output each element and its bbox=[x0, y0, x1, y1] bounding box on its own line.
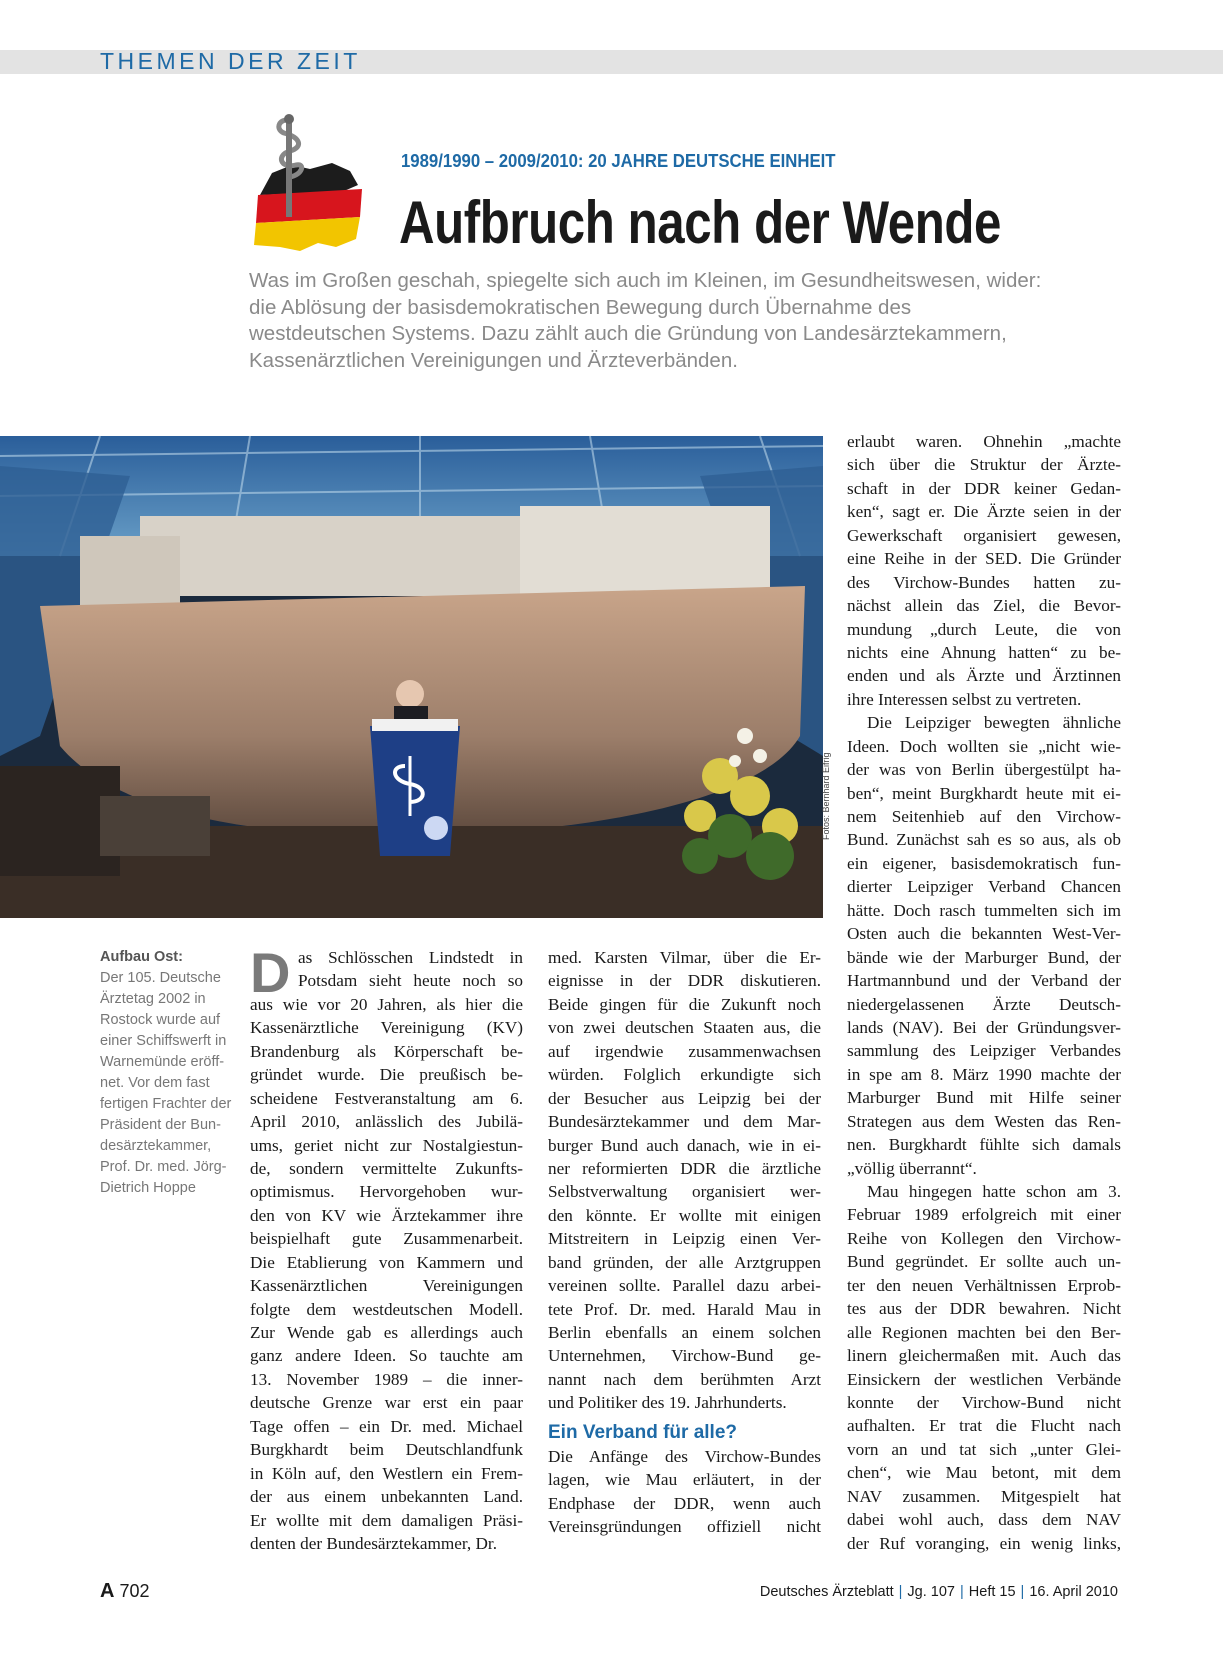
journal-issue: Heft 15 bbox=[968, 1584, 1016, 1600]
lead-line: Was im Großen geschah, spiegelte sich auch im Kleinen, im Gesundheitswesen, wider: bbox=[249, 269, 1042, 292]
text-line: ken“, sagt er. Die Ärzte seien in der bbox=[847, 502, 1121, 522]
headline: Aufbruch nach der Wende bbox=[399, 189, 1001, 256]
text-line: April 2010, anlässlich des Jubilä- bbox=[250, 1112, 523, 1132]
text-line: Tage offen – ein Dr. med. Michael bbox=[250, 1416, 523, 1436]
text-line: Unternehmen, Virchow-Bund ge- bbox=[548, 1346, 821, 1366]
text-line: der was von Berlin übergestülpt ha- bbox=[847, 760, 1121, 780]
text-line: scheidene Festveranstaltung am 6. bbox=[250, 1088, 523, 1108]
text-line: eine Reihe in der SED. Die Gründer bbox=[847, 549, 1121, 569]
text-line: lands (NAV). Bei der Gründungsver- bbox=[847, 1017, 1121, 1037]
dropcap: D bbox=[250, 941, 291, 1004]
text-line: in Köln auf, den Westlern ein Frem- bbox=[250, 1463, 523, 1483]
text-line: optimismus. Hervorgehoben wur- bbox=[250, 1182, 523, 1202]
caption-line: Präsident der Bun- bbox=[100, 1117, 221, 1133]
subheading: Ein Verband für alle? bbox=[548, 1421, 737, 1443]
caption-line: einer Schiffswerft in bbox=[100, 1033, 227, 1049]
caption-line: Prof. Dr. med. Jörg- bbox=[100, 1159, 227, 1175]
text-line: vereinen sollte. Parallel dazu arbei- bbox=[548, 1276, 821, 1296]
text-line: dierter Leipziger Verband Chancen bbox=[847, 877, 1121, 897]
text-line: sich über die Struktur der Ärzte- bbox=[847, 455, 1121, 475]
text-line: Gewerkschaft organisiert gewesen, bbox=[847, 525, 1121, 545]
lead-line: westdeutschen Systems. Dazu zählt auch die Gründung von Landesärztekammern, bbox=[249, 322, 1007, 345]
article-column-1 bbox=[250, 941, 523, 1555]
text-line: schaft in der DDR keiner Gedan- bbox=[847, 478, 1121, 498]
text-line: nächst allein das Ziel, die Bevor- bbox=[847, 596, 1121, 616]
text-line: burger Bund auch danach, wie in ei- bbox=[548, 1135, 821, 1155]
text-line: ben“, meint Burgkhardt heute mit ei- bbox=[847, 783, 1121, 803]
text-line: Selbstverwaltung organisiert wer- bbox=[548, 1182, 821, 1202]
text-line: alle Regionen machten bei den Ber- bbox=[847, 1322, 1121, 1342]
text-line: sammlung des Leipziger Verbandes bbox=[847, 1041, 1121, 1061]
text-line: der aus einem unbekannten Land. bbox=[250, 1487, 523, 1507]
text-line: folgte dem westdeutschen Modell. bbox=[250, 1299, 523, 1319]
text-line: nen. Burgkhardt fühlte sich damals bbox=[847, 1135, 1121, 1155]
lead-line: Kassenärztlichen Vereinigungen und Ärzteverbänden. bbox=[249, 348, 738, 372]
caption-line: Dietrich Hoppe bbox=[100, 1180, 196, 1196]
text-line: Kassenärztliche Vereinigung (KV) bbox=[250, 1018, 523, 1038]
text-line: erlaubt waren. Ohnehin „machte bbox=[847, 432, 1121, 451]
text-line: Die Leipziger bewegten ähnliche bbox=[867, 713, 1121, 733]
text-line: konnte der Virchow-Bund nicht bbox=[847, 1392, 1121, 1412]
text-line: chen“, wie Mau betont, mit dem bbox=[847, 1463, 1121, 1483]
text-line: ter den neuen Verhältnissen Erprob- bbox=[847, 1275, 1121, 1295]
text-line: bände wie der Marburger Bund, der bbox=[847, 947, 1121, 967]
text-line: Ideen. Doch wollten sie „nicht wie- bbox=[847, 736, 1121, 756]
article-column-3 bbox=[847, 430, 1121, 1555]
text-line: den von KV wie Ärztekammer ihre bbox=[250, 1205, 523, 1225]
journal-footer bbox=[760, 1584, 1118, 1600]
text-line: Februar 1989 erfolgreich mit einer bbox=[847, 1205, 1121, 1225]
text-line: tes aus der DDR bewahren. Nicht bbox=[847, 1299, 1121, 1319]
column-2-text-continued bbox=[548, 1445, 821, 1539]
text-line: ganz andere Ideen. So tauchte am bbox=[250, 1346, 523, 1366]
caption-line: Der 105. Deutsche bbox=[100, 970, 221, 986]
text-line: auf irgendwie zusammenwachsen bbox=[548, 1041, 821, 1061]
text-line: Er wollte mit dem damaligen Präsi- bbox=[250, 1510, 523, 1530]
page-prefix: A bbox=[100, 1580, 115, 1602]
journal-name: Deutsches Ärzteblatt bbox=[759, 1584, 894, 1600]
text-line: mundung „durch Leute, die von bbox=[847, 619, 1121, 639]
text-line: Bundesärztekammer und dem Mar- bbox=[548, 1112, 821, 1132]
separator: | bbox=[960, 1584, 964, 1600]
caption-line: fertigen Frachter der bbox=[100, 1096, 232, 1112]
text-line: ums, geriet nicht zur Nostalgiestun- bbox=[250, 1135, 523, 1155]
text-line: Mau hingegen hatte schon am 3. bbox=[867, 1182, 1121, 1201]
text-line: des Virchow-Bundes hatten zu- bbox=[847, 572, 1121, 592]
text-line: Hartmannbund und der Verband der bbox=[847, 971, 1121, 991]
text-line: tete Prof. Dr. med. Harald Mau in bbox=[548, 1299, 821, 1319]
page-number-value: 702 bbox=[119, 1581, 150, 1601]
text-line: ner reformierten DDR die ärztliche bbox=[548, 1158, 821, 1178]
text-line: der Ruf voranging, ein wenig links, bbox=[847, 1533, 1121, 1553]
text-line: Die Anfänge des Virchow-Bundes bbox=[548, 1446, 821, 1466]
section-label: THEMEN DER ZEIT bbox=[100, 48, 361, 74]
caption-line: desärztekammer, bbox=[100, 1138, 212, 1154]
text-line: würden. Folglich erkundigte sich bbox=[548, 1065, 821, 1085]
text-line: Reihe von Kollegen den Virchow- bbox=[847, 1228, 1121, 1248]
text-line: aufhalten. Er trat die Flucht nach bbox=[847, 1416, 1121, 1436]
journal-date: 16. April 2010 bbox=[1029, 1584, 1118, 1600]
text-line: Vereinsgründungen offiziell nicht bbox=[548, 1517, 821, 1537]
text-line: gründet wurde. Die preußisch be- bbox=[250, 1065, 523, 1085]
text-line: niedergelassenen Ärzte Deutsch- bbox=[847, 994, 1121, 1014]
text-line: nichts eine Ahnung hatten“ zu be- bbox=[847, 642, 1121, 662]
text-line: Kassenärztlichen Vereinigungen bbox=[250, 1276, 523, 1296]
separator: | bbox=[898, 1584, 903, 1600]
kicker: 1989/1990 – 2009/2010: 20 JAHRE DEUTSCHE EINHEIT bbox=[401, 151, 836, 171]
text-line: enden und als Ärzte und Ärztinnen bbox=[847, 666, 1121, 686]
photo-caption bbox=[100, 947, 240, 1199]
caption-line: Ärztetag 2002 in bbox=[100, 991, 206, 1007]
text-line: dabei wohl auch, dass dem NAV bbox=[847, 1510, 1121, 1530]
journal-volume: Jg. 107 bbox=[907, 1584, 955, 1600]
text-line: linern gleichermaßen mit. Auch das bbox=[847, 1346, 1121, 1366]
text-line: aus wie vor 20 Jahren, als hier die bbox=[250, 994, 523, 1014]
text-line: Brandenburg als Körperschaft be- bbox=[250, 1041, 523, 1061]
text-line: vorn an und tat sich „unter Glei- bbox=[847, 1439, 1121, 1459]
page-number bbox=[100, 1580, 150, 1603]
text-line: band gründen, der alle Arztgruppen bbox=[548, 1252, 821, 1272]
text-line: lagen, wie Mau erläutert, in der bbox=[548, 1470, 821, 1490]
text-line: der Besucher aus Leipzig bei der bbox=[548, 1088, 821, 1108]
text-line: ein eigener, basisdemokratisch fun- bbox=[847, 853, 1121, 873]
text-line: NAV zusammen. Mitgespielt hat bbox=[847, 1486, 1121, 1506]
text-line: denten der Bundesärztekammer, Dr. bbox=[250, 1533, 498, 1553]
text-line: 13. November 1989 – die inner- bbox=[250, 1369, 523, 1389]
text-line: und Politiker des 19. Jahrhunderts. bbox=[548, 1393, 787, 1413]
text-line: Burgkhardt beim Deutschlandfunk bbox=[250, 1440, 523, 1460]
text-line: Bund gegründet. Er sollte auch un- bbox=[847, 1252, 1121, 1272]
photo-credit: Fotos: Bernhard Eifrig bbox=[821, 752, 831, 840]
text-line: hätte. Doch rasch tummelten sich im bbox=[847, 900, 1121, 920]
article-column-2 bbox=[548, 946, 821, 1539]
text-line: Zur Wende gab es allerdings auch bbox=[250, 1323, 523, 1342]
text-line: as Schlösschen Lindstedt in bbox=[298, 948, 523, 967]
text-line: ihre Interessen selbst zu vertreten. bbox=[847, 689, 1082, 709]
caption-title: Aufbau Ost: bbox=[100, 949, 183, 965]
text-line: med. Karsten Vilmar, über die Er- bbox=[548, 948, 821, 967]
lead-line: die Ablösung der basisdemokratischen Bewegung durch Übernahme des bbox=[249, 295, 912, 319]
text-line: Die Etablierung von Kammern und bbox=[250, 1252, 523, 1272]
text-line: Mitstreitern in Leipzig einen Ver- bbox=[548, 1229, 821, 1249]
caption-line: Warnemünde eröff- bbox=[100, 1054, 225, 1070]
column-2-text bbox=[548, 946, 821, 1415]
separator: | bbox=[1020, 1584, 1025, 1600]
text-line: de, sondern vermittelte Zukunfts- bbox=[250, 1158, 523, 1178]
text-line: Strategen aus dem Westen das Ren- bbox=[847, 1111, 1121, 1131]
text-line: Potsdam sieht heute noch so bbox=[298, 971, 523, 991]
shipyard-photo bbox=[0, 436, 823, 918]
text-line: den könnte. Er wollte mit einigen bbox=[548, 1205, 821, 1225]
text-line: von zwei deutschen Staaten aus, die bbox=[548, 1018, 821, 1038]
text-line: eignisse in der DDR diskutieren. bbox=[548, 971, 821, 991]
text-line: Einsickern der westlichen Verbände bbox=[847, 1369, 1121, 1389]
text-line: in spe am 8. März 1990 machte der bbox=[847, 1064, 1121, 1084]
text-line: Endphase der DDR, wenn auch bbox=[548, 1493, 821, 1513]
text-line: Bund. Zunächst sah es so aus, als ob bbox=[847, 830, 1121, 850]
text-line: Marburger Bund mit Hilfe seiner bbox=[847, 1088, 1121, 1108]
lead-paragraph bbox=[249, 268, 1149, 374]
text-line: nannt nach dem berühmten Arzt bbox=[548, 1369, 821, 1389]
text-line: Beide gingen für die Zukunft noch bbox=[548, 994, 821, 1014]
caption-line: net. Vor dem fast bbox=[100, 1075, 210, 1091]
text-line: Berlin ebenfalls an einem solchen bbox=[548, 1323, 821, 1342]
text-line: nem Seitenhieb auf den Virchow- bbox=[847, 807, 1121, 826]
text-line: beispielhaft gute Zusammenarbeit. bbox=[250, 1229, 523, 1249]
caption-line: Rostock wurde auf bbox=[100, 1012, 221, 1028]
text-line: „völlig überrannt“. bbox=[847, 1158, 977, 1178]
text-line: deutsche Grenze war erst ein paar bbox=[250, 1393, 523, 1413]
text-line: Osten auch die bekannten West-Ver- bbox=[847, 924, 1121, 944]
germany-map-logo bbox=[240, 113, 380, 258]
